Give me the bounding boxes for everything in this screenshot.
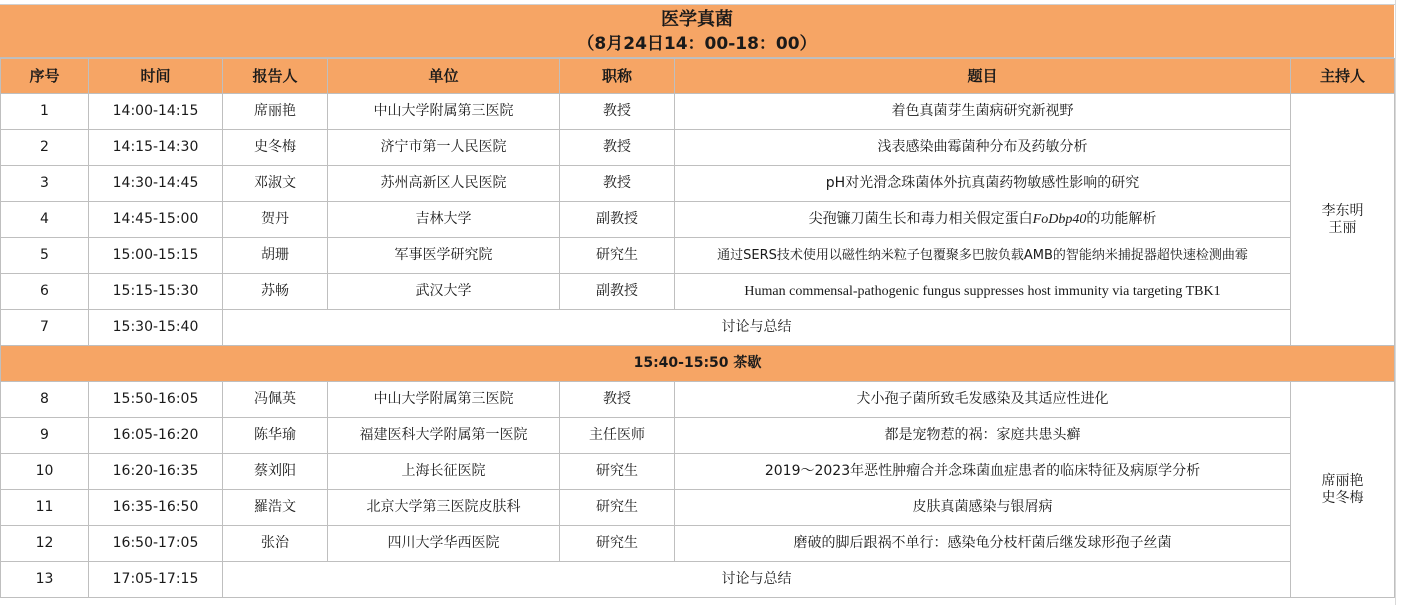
cell-topic[interactable]: 都是宠物惹的祸：家庭共患头癣 [675,418,1291,454]
cell-discussion[interactable]: 讨论与总结 [223,310,1291,346]
cell-topic[interactable]: pH对光滑念珠菌体外抗真菌药物敏感性影响的研究 [675,166,1291,202]
chair-name: 王丽 [1328,219,1357,236]
session-title: 医学真菌 [661,9,733,30]
cell-time[interactable]: 14:45-15:00 [89,202,223,238]
cell-rank[interactable]: 研究生 [560,490,675,526]
table-row [1,454,1395,490]
cell-speaker[interactable]: 史冬梅 [223,130,328,166]
topic-text: 尖孢镰刀菌生长和毒力相关假定蛋白 [808,211,1033,227]
cell-time[interactable]: 14:30-14:45 [89,166,223,202]
cell-no[interactable]: 2 [1,130,89,166]
table-row [1,130,1395,166]
header-no[interactable]: 序号 [1,59,89,94]
cell-rank[interactable]: 研究生 [560,526,675,562]
cell-org[interactable]: 上海长征医院 [328,454,560,490]
topic-text: 的功能解析 [1086,211,1157,227]
cell-topic[interactable]: 2019～2023年恶性肿瘤合并念珠菌血症患者的临床特征及病原学分析 [675,454,1291,490]
cell-no[interactable]: 7 [1,310,89,346]
cell-topic[interactable]: 着色真菌芽生菌病研究新视野 [675,94,1291,130]
cell-org[interactable]: 中山大学附属第三医院 [328,382,560,418]
cell-no[interactable]: 9 [1,418,89,454]
cell-topic[interactable] [675,202,1291,238]
cell-chair-block2[interactable] [1291,382,1395,598]
table-row [1,274,1395,310]
cell-time[interactable]: 15:30-15:40 [89,310,223,346]
cell-org[interactable]: 四川大学华西医院 [328,526,560,562]
cell-speaker[interactable]: 蔡刘阳 [223,454,328,490]
cell-no[interactable]: 13 [1,562,89,598]
cell-speaker[interactable]: 羅浩文 [223,490,328,526]
table-row [1,490,1395,526]
cell-speaker[interactable]: 冯佩英 [223,382,328,418]
cell-org[interactable]: 福建医科大学附属第一医院 [328,418,560,454]
table-row [1,310,1395,346]
cell-org[interactable]: 武汉大学 [328,274,560,310]
table-row [1,418,1395,454]
cell-time[interactable]: 17:05-17:15 [89,562,223,598]
cell-topic[interactable]: 通过SERS技术使用以磁性纳米粒子包覆聚多巴胺负载AMB的智能纳米捕捉器超快速检测曲霉 [675,238,1291,274]
cell-no[interactable]: 1 [1,94,89,130]
cell-no[interactable]: 12 [1,526,89,562]
cell-no[interactable]: 11 [1,490,89,526]
cell-speaker[interactable]: 胡珊 [223,238,328,274]
cell-org[interactable]: 北京大学第三医院皮肤科 [328,490,560,526]
cell-time[interactable]: 16:05-16:20 [89,418,223,454]
cell-time[interactable]: 16:35-16:50 [89,490,223,526]
cell-speaker[interactable]: 苏畅 [223,274,328,310]
cell-topic[interactable]: 犬小孢子菌所致毛发感染及其适应性进化 [675,382,1291,418]
table-row [1,382,1395,418]
cell-org[interactable]: 中山大学附属第三医院 [328,94,560,130]
cell-org[interactable]: 军事医学研究院 [328,238,560,274]
cell-no[interactable]: 4 [1,202,89,238]
table-row [1,526,1395,562]
chair-name: 席丽艳 [1321,472,1364,489]
gene-name: FoDbp40 [1032,212,1087,227]
cell-time[interactable]: 16:50-17:05 [89,526,223,562]
cell-rank[interactable]: 副教授 [560,274,675,310]
session-subtitle: （8月24日14：00-18：00） [577,34,817,54]
header-rank[interactable]: 职称 [560,59,675,94]
cell-rank[interactable]: 主任医师 [560,418,675,454]
chair-name: 史冬梅 [1321,489,1364,506]
cell-rank[interactable]: 教授 [560,130,675,166]
session-title-band[interactable] [0,5,1394,58]
cell-speaker[interactable]: 贺丹 [223,202,328,238]
cell-discussion[interactable]: 讨论与总结 [223,562,1291,598]
table-row [1,202,1395,238]
cell-org[interactable]: 吉林大学 [328,202,560,238]
cell-speaker[interactable]: 邓淑文 [223,166,328,202]
cell-speaker[interactable]: 张治 [223,526,328,562]
header-chair[interactable]: 主持人 [1291,59,1395,94]
schedule-table [0,58,1395,598]
cell-rank[interactable]: 研究生 [560,454,675,490]
cell-org[interactable]: 苏州高新区人民医院 [328,166,560,202]
break-row [1,346,1395,382]
table-row [1,238,1395,274]
cell-time[interactable]: 14:00-14:15 [89,94,223,130]
header-topic[interactable]: 题目 [675,59,1291,94]
cell-rank[interactable]: 教授 [560,166,675,202]
header-speaker[interactable]: 报告人 [223,59,328,94]
table-row [1,94,1395,130]
table-row [1,562,1395,598]
cell-no[interactable]: 5 [1,238,89,274]
cell-topic[interactable]: Human commensal-pathogenic fungus suppresses host immunity via targeting TBK1 [675,274,1291,310]
cell-org[interactable]: 济宁市第一人民医院 [328,130,560,166]
cell-no[interactable]: 3 [1,166,89,202]
cell-time[interactable]: 15:15-15:30 [89,274,223,310]
cell-rank[interactable]: 教授 [560,94,675,130]
cell-rank[interactable]: 副教授 [560,202,675,238]
cell-time[interactable]: 16:20-16:35 [89,454,223,490]
table-row [1,166,1395,202]
cell-rank[interactable]: 研究生 [560,238,675,274]
header-row [1,59,1395,94]
adjacent-empty-column [1395,0,1404,605]
cell-time[interactable]: 15:50-16:05 [89,382,223,418]
cell-no[interactable]: 8 [1,382,89,418]
cell-time[interactable]: 15:00-15:15 [89,238,223,274]
header-org[interactable]: 单位 [328,59,560,94]
cell-topic[interactable]: 磨破的脚后跟祸不单行：感染龟分枝杆菌后继发球形孢子丝菌 [675,526,1291,562]
cell-break[interactable]: 15:40-15:50 茶歇 [1,346,1395,382]
cell-topic[interactable]: 浅表感染曲霉菌种分布及药敏分析 [675,130,1291,166]
cell-speaker[interactable]: 席丽艳 [223,94,328,130]
cell-speaker[interactable]: 陈华瑜 [223,418,328,454]
cell-no[interactable]: 10 [1,454,89,490]
cell-time[interactable]: 14:15-14:30 [89,130,223,166]
cell-rank[interactable]: 教授 [560,382,675,418]
cell-no[interactable]: 6 [1,274,89,310]
header-time[interactable]: 时间 [89,59,223,94]
chair-name: 李东明 [1321,202,1364,219]
cell-chair-block1[interactable] [1291,94,1395,346]
cell-topic[interactable]: 皮肤真菌感染与银屑病 [675,490,1291,526]
